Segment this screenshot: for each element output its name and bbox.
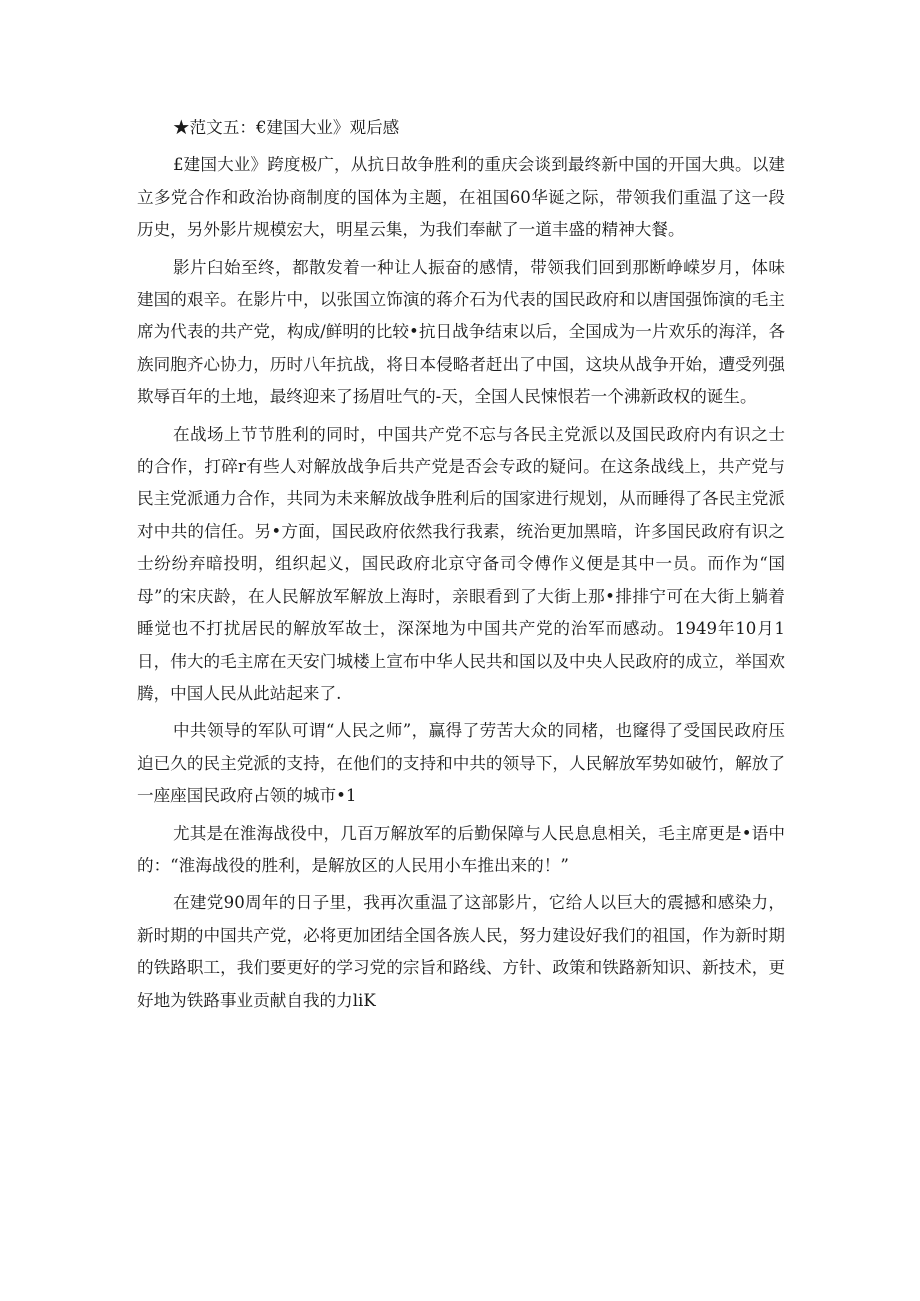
paragraph-conclusion: 在建党90周年的日子里，我再次重温了这部影片，它给人以巨大的震撼和感染力，新时期的中国共产党，必将更加团结全国各族人民，努力建设好我们的祖国，作为新时期的铁路职工，我们要更好的学习党的宗旨和路线、方针、政策和铁路新知识、新技术，更好地为铁路事业贡献自我的力liK <box>137 893 785 1010</box>
paragraph-battlefield: 在战场上节节胜利的同时，中国共产党不忘与各民主党派以及国民政府内有识之士的合作，打碎r有些人对解放战争后共产党是否会专政的疑问。在这条战线上，共产党与民主党派通力合作，共同为未来解放战争胜利后的国家进行规划，从而睡得了各民主党派对中共的信任。另•方面，国民政府依然我行我素，统治更加黑暗，许多国民政府有识之士纷纷弃暗投明，组织起义，国民政府北京守备司令傅作义便是其中一员。而作为“国母”的宋庆龄，在人民解放军解放上海时，亲眼看到了大街上那•排排宁可在大街上躺着睡觉也不打扰居民的解放军故士，深深地为中国共产党的治军而感动。1949年10月1日，伟大的毛主席在天安门城楼上宣布中华人民共和国以及中央人民政府的成立，举国欢腾，中国人民从此站起来了. <box>137 424 785 703</box>
paragraph-huaihai: 尤其是在淮海战役中，几百万解放军的后勤保障与人民息息相关，毛主席更是•语中的：“淮海战役的胜利，是解放区的人民用小车推出来的！” <box>137 823 785 875</box>
paragraph-intro: £建国大业》跨度极广，从抗日故争胜利的重庆会谈到最终新中国的开国大典。以建立多党合作和政治协商制度的国体为主题，在祖国60华诞之际，带领我们重温了这一段历史，另外影片规模宏大，明星云集，为我们奉献了一道丰盛的精神大餐。 <box>137 155 785 240</box>
article-body <box>137 112 785 1017</box>
paragraph-peoples-army: 中共领导的军队可谓“人民之师”，赢得了劳苦大众的同楮，也窿得了受国民政府压迫已久的民主党派的支持，在他们的支持和中共的领导下，人民解放军势如破竹，解放了一座座国民政府占领的城市•1 <box>137 721 785 806</box>
paragraph-film-feeling: 影片臼始至终，都散发着一种让人振奋的感情，带领我们回到那断峥嵘岁月，体味建国的艰辛。在影片中，以张国立饰演的蒋介石为代表的国民政府和以唐国强饰演的毛主席为代表的共产党，构成/鲜明的比较•抗日战争结束以后，全国成为一片欢乐的海洋，各族同胞齐心协力，历时八年抗战，将日本侵略者赶出了中国，这块从战争开始，遭受列强欺辱百年的土地，最终迎来了扬眉吐气的-天，全国人民悚恨若一个沸新政权的诞生。 <box>137 257 785 407</box>
article-heading: ★范文五：€建国大业》观后感 <box>173 118 400 137</box>
